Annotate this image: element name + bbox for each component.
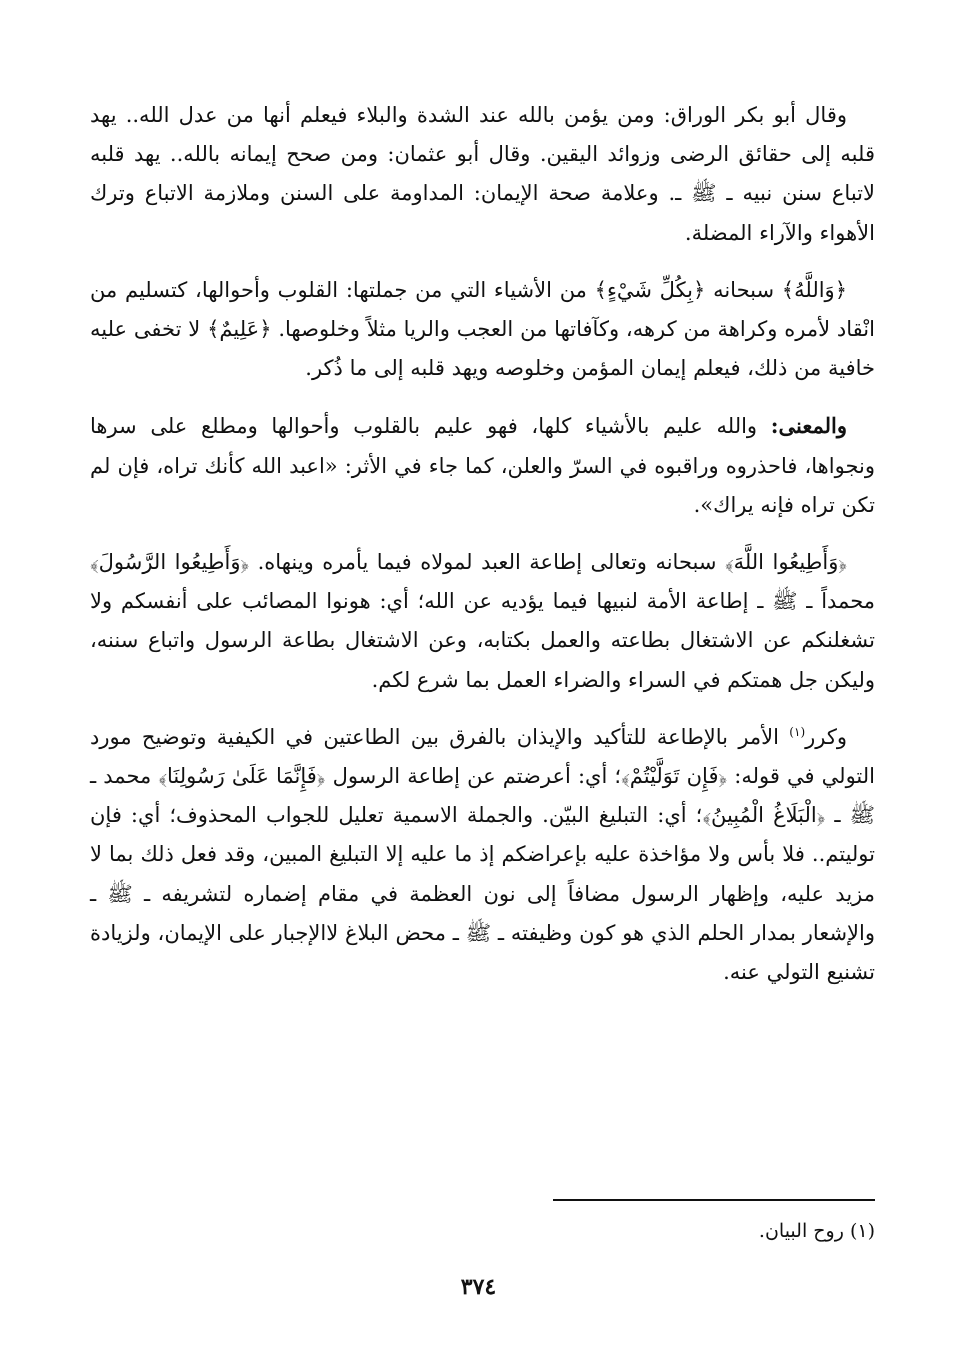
paragraph-2 — [90, 271, 875, 389]
paragraph-3 — [90, 406, 875, 525]
footnote — [275, 1216, 875, 1246]
paragraph-5 — [90, 718, 875, 992]
footnote-divider — [553, 1199, 875, 1201]
paragraph-5-pre: وكرر — [805, 724, 847, 749]
paragraph-1-text: وقال أبو بكر الوراق: ومن يؤمن بالله عند الشدة والبلاء فيعلم أنها من عدل الله.. يهد قلبه إلى حقائق الرضى وزوائد اليقين. وقال أبو عثمان: ومن صحح إيمانه بالله.. يهد قلبه لاتباع سنن نبيه ـ ﷺ ـ. وعلامة صحة الإيمان: المداومة على السنن وملازمة الاتباع وترك الأهواء والآراء المضلة. — [90, 103, 875, 245]
footnote-number: (١) — [849, 1220, 875, 1242]
paragraph-4-text: ﴿وَأَطِيعُوا اللَّهَ﴾ سبحانه وتعالى إطاعة العبد لمولاه فيما يأمره وينهاه. ﴿وَأَطِيعُوا الرَّسُولَ﴾ محمداً ـ ﷺ ـ إطاعة الأمة لنبيها فيما يؤديه عن الله؛ أي: هونوا المصائب على أنفسكم ولا تشغلنكم عن الاشتغال بطاعته والعمل بكتابه، وعن الاشتغال بطاعة الرسول واتباع سننه، وليكن جل همتكم في السراء والضراء العمل بما شرع لكم. — [90, 550, 875, 692]
footnote-marker[interactable]: (١) — [789, 724, 806, 739]
paragraph-4 — [90, 543, 875, 700]
footnote-text: روح البيان. — [758, 1220, 844, 1242]
paragraph-2-text: ﴿وَاللَّهُ﴾ سبحانه ﴿بِكُلِّ شَيْءٍ﴾ من الأشياء التي من جملتها: القلوب وأحوالها، كتسليم من انْقاد لأمره وكراهة من كرهه، وكآفاتها من العجب والريا مثلاً وخلوصها. ﴿عَلِيمٌ﴾ لا تخفى عليه خافية من ذلك، فيعلم إيمان المؤمن وخلوصه ويهد قلبه إلى ما ذُكر. — [90, 277, 875, 381]
page-number: ٣٧٤ — [460, 1274, 497, 1300]
paragraph-5-text: الأمر بالإطاعة للتأكيد والإيذان بالفرق بين الطاعتين في الكيفية وتوضيح مورد التولي في قوله: ﴿فَإِن تَوَلَّيْتُمْ﴾؛ أي: أعرضتم عن إطاعة الرسول ﴿فَإِنَّمَا عَلَىٰ رَسُولِنَا﴾ محمد ـ ﷺ ـ ﴿الْبَلَاغُ الْمُبِينُ﴾؛ أي: التبليغ البيّن. والجملة الاسمية تعليل للجواب المحذوف؛ أي: فإن توليتم.. فلا بأس ولا مؤاخذة عليه بإعراضكم إذ ما عليه إلا التبليغ المبين، وقد فعل ذلك بما لا مزيد عليه، وإظهار الرسول مضافاً إلى نون العظمة في مقام إضماره لتشريفه ـ ﷺ ـ والإشعار بمدار الحلم الذي هو كون وظيفته ـ ﷺ ـ محض البلاغ لاالإجبار على الإيمان، ولزيادة تشنيع التولي عنه. — [90, 724, 875, 985]
paragraph-1 — [90, 96, 875, 253]
paragraph-3-text: والله عليم بالأشياء كلها، فهو عليم بالقلوب وأحوالها ومطلع على سرها ونجواها، فاحذروه وراقبوه في السرّ والعلن، كما جاء في الأثر: «اعبد الله كأنك تراه، فإن لم تكن تراه فإنه يراك». — [90, 414, 875, 517]
paragraph-3-lead: والمعنى: — [770, 413, 847, 439]
main-text — [90, 96, 875, 992]
